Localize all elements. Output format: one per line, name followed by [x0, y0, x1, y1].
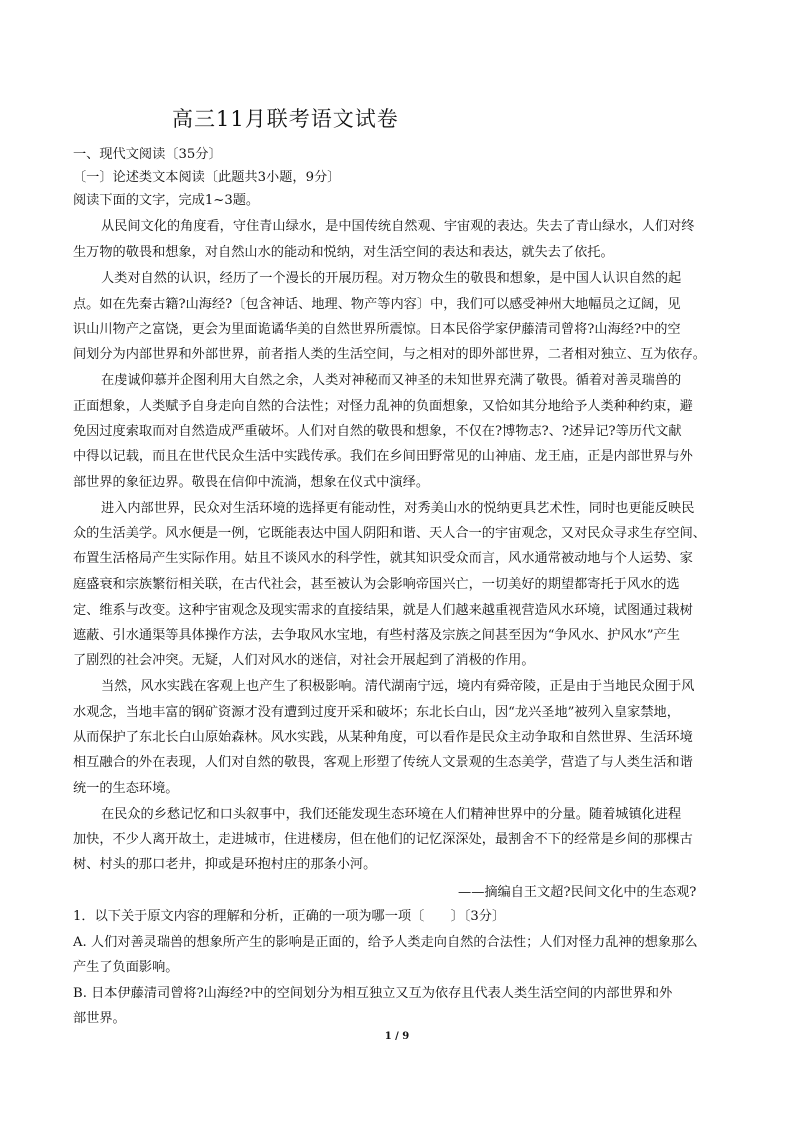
paragraph-line: 部世界的象征边界。敬畏在信仰中流淌，想象在仪式中演绎。 — [73, 475, 430, 490]
paragraph-line: 在民众的乡愁记忆和口头叙事中，我们还能发现生态环境在人们精神世界中的分量。随着城镇化进程 — [101, 807, 682, 822]
paragraph-line: 相互融合的外在表现，人们对自然的敬畏，客观上形塑了传统人文景观的生态美学，营造了与人类生活和谐 — [73, 755, 693, 770]
section-heading: 一、现代文阅读〔35分〕 — [73, 147, 222, 162]
paragraph-line: 从民间文化的角度看，守住青山绿水，是中国传统自然观、宇宙观的表达。失去了青山绿水，人们对终 — [101, 219, 695, 234]
paragraph-line: 间划分为内部世界和外部世界，前者指人类的生活空间，与之相对的即外部世界，二者相对独立、互为依存。 — [73, 347, 706, 362]
source-citation: ——摘编自王文超?民间文化中的生态观? — [458, 885, 697, 900]
paragraph-line: 当然，风水实践在客观上也产生了积极影响。清代湖南宁远，境内有舜帝陵，正是由于当地民众囿于风 — [101, 679, 695, 694]
instruction-line: 阅读下面的文字，完成1~3题。 — [73, 193, 260, 208]
paragraph-line: 点。如在先秦古籍?山海经?〔包含神话、地理、物产等内容〕中，我们可以感受神州大地幅员之辽阔，见 — [73, 297, 681, 312]
answer-option-b-continued: 部世界。 — [73, 1011, 126, 1026]
answer-option-a: A. 人们对善灵瑞兽的想象所产生的影响是正面的，给予人类走向自然的合法性；人们对怪力乱神的想象那么 — [73, 935, 698, 950]
paragraph-line: 生万物的敬畏和想象，对自然山水的能动和悦纳，对生活空间的表达和表达，就失去了依托。 — [73, 245, 614, 260]
paragraph-line: 树、村头的那口老井，抑或是环抱村庄的那条小河。 — [73, 857, 377, 872]
paragraph-line: 统一的生态环境。 — [73, 781, 179, 796]
page-number: 1 / 9 — [384, 1031, 410, 1042]
subsection-heading: 〔一〕论述类文本阅读〔此题共3小题，9分〕 — [73, 170, 341, 185]
paragraph-line: 人类对自然的认识，经历了一个漫长的开展历程。对万物众生的敬畏和想象，是中国人认识自然的起 — [101, 271, 682, 286]
paragraph-line: 免因过度索取而对自然造成严重破坏。人们对自然的敬畏和想象，不仅在?博物志?、?述异记?等历代文献 — [73, 424, 682, 439]
answer-option-a-continued: 产生了负面影响。 — [73, 960, 179, 975]
paragraph-line: 布置生活格局产生实际作用。姑且不谈风水的科学性，就其知识受众而言，风水通常被动地与个人运势、家 — [73, 551, 693, 566]
paragraph-line: 识山川物产之富饶，更会为里面诡谲华美的自然世界所震惊。日本民俗学家伊藤清司曾将?山海经?中的空 — [73, 322, 681, 337]
paragraph-line: 了剧烈的社会冲突。无疑，人们对风水的迷信，对社会开展起到了消极的作用。 — [73, 653, 535, 668]
question-stem: 1．以下关于原文内容的理解和分析，正确的一项为哪一项〔 〕〔3分〕 — [73, 909, 506, 924]
paragraph-line: 庭盛衰和宗族繁衍相关联，在古代社会，甚至被认为会影响帝国兴亡，一切美好的期望都寄托于风水的选 — [73, 577, 680, 592]
paragraph-line: 中得以记载，而且在世代民众生活中实践传承。我们在乡间田野常见的山神庙、龙王庙，正是内部世界与外 — [73, 449, 693, 464]
paragraph-line: 进入内部世界，民众对生活环境的选择更有能动性，对秀美山水的悦纳更具艺术性，同时也更能反映民 — [101, 501, 695, 516]
paragraph-line: 众的生活美学。风水便是一例，它既能表达中国人阴阳和谐、天人合一的宇宙观念，又对民众寻求生存空间、 — [73, 526, 706, 541]
paragraph-line: 正面想象，人类赋予自身走向自然的合法性；对怪力乱神的负面想象，又恰如其分地给予人类种种约束，避 — [73, 399, 693, 414]
paragraph-line: 遮蔽、引水通渠等具体操作方法，去争取风水宝地，有些村落及宗族之间甚至因为“争风水、护风水”产生 — [73, 628, 680, 643]
paragraph-line: 从而保护了东北长白山原始森林。风水实践，从某种角度，可以看作是民众主动争取和自然世界、生活环境 — [73, 730, 693, 745]
paragraph-line: 在虔诚仰慕并企图利用大自然之余，人类对神秘而又神圣的未知世界充满了敬畏。循着对善灵瑞兽的 — [101, 373, 682, 388]
paragraph-line: 定、维系与改变。这种宇宙观念及现实需求的直接结果，就是人们越来越重视营造风水环境，试图通过栽树 — [73, 603, 693, 618]
paragraph-line: 水观念，当地丰富的钢矿资源才没有遭到过度开采和破坏；东北长白山，因“龙兴圣地”被列入皇家禁地， — [73, 705, 680, 720]
paragraph-line: 加快，不少人离开故土，走进城市，住进楼房，但在他们的记忆深深处，最割舍不下的经常是乡间的那棵古 — [73, 832, 693, 847]
answer-option-b: B. 日本伊藤清司曾将?山海经?中的空间划分为相互独立又互为依存且代表人类生活空间的内部世界和外 — [73, 986, 673, 1001]
exam-title: 高三11月联考语文试卷 — [172, 107, 399, 131]
